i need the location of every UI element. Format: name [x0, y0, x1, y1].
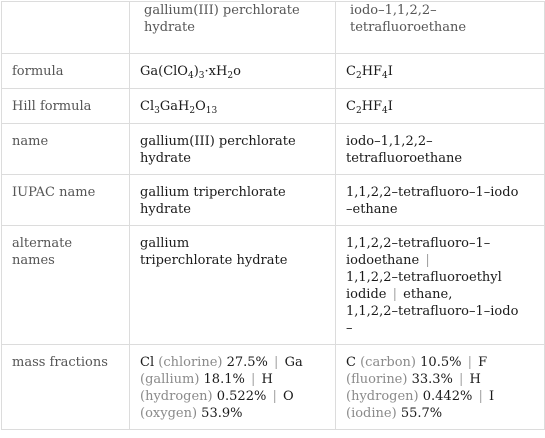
- text-segment: Cl: [140, 99, 155, 114]
- text-segment: Ga: [284, 355, 303, 370]
- iupac-name-value-col2: [336, 175, 545, 226]
- text-segment: iodoethane: [346, 253, 420, 268]
- text-segment: 1,1,2,2–tetrafluoro–1–iodo: [346, 304, 519, 319]
- text-segment: 55.7%: [396, 406, 443, 421]
- text-segment: I: [387, 99, 393, 114]
- text-segment: O: [195, 99, 206, 114]
- cell-line: [140, 388, 325, 405]
- row-label-iupac-name: IUPAC name: [2, 175, 130, 226]
- element-name: (gallium): [140, 372, 200, 387]
- cell-line: iodo–1,1,2,2–: [346, 134, 433, 149]
- separator: |: [463, 355, 477, 370]
- row-label-formula: formula: [2, 54, 130, 89]
- cell-line: [140, 371, 325, 388]
- formula-value-col1: [130, 54, 336, 89]
- row-formula: [2, 54, 545, 89]
- separator: |: [474, 389, 487, 404]
- subscript: 3: [154, 106, 160, 116]
- subscript: 4: [382, 106, 388, 116]
- cell-line: 1,1,2,2–tetrafluoro–1–iodo: [346, 185, 519, 200]
- subscript: 2: [227, 71, 234, 81]
- hill-formula-value-col2: [336, 89, 545, 124]
- subscript: 4: [187, 71, 194, 81]
- cell-line: [346, 269, 534, 286]
- element-name: (hydrogen): [140, 389, 213, 404]
- text-segment: C: [346, 99, 356, 114]
- text-segment: 0.442%: [418, 389, 473, 404]
- iupac-name-value-col1: [130, 175, 336, 226]
- text-segment: –: [346, 321, 353, 336]
- column-header-gallium-perchlorate: gallium(III) perchlorate hydrate: [130, 2, 336, 54]
- cell-line: [346, 320, 534, 337]
- separator: |: [268, 389, 281, 404]
- subscript: 13: [205, 106, 218, 116]
- cell-line: [346, 235, 534, 252]
- cell-line: triperchlorate hydrate: [140, 253, 288, 268]
- row-label-mass-fractions: mass fractions: [2, 345, 130, 430]
- text-segment: F: [478, 355, 488, 370]
- row-alternate-names: [2, 226, 545, 345]
- row-label-hill-formula: Hill formula: [2, 89, 130, 124]
- corner-cell: [2, 2, 130, 54]
- text-segment: HF: [361, 99, 383, 114]
- text-segment: 1,1,2,2–tetrafluoroethyl: [346, 270, 502, 285]
- alternate-names-value-col1: [130, 226, 336, 345]
- subscript: 2: [355, 71, 362, 81]
- text-segment: 0.522%: [212, 389, 267, 404]
- row-hill-formula: [2, 89, 545, 124]
- text-segment: 27.5%: [222, 355, 268, 370]
- row-mass-fractions: [2, 345, 545, 430]
- comparison-table: [1, 1, 545, 430]
- text-segment: 53.9%: [197, 406, 243, 421]
- cell-line: [346, 303, 534, 320]
- separator: |: [246, 372, 260, 387]
- cell-line: [346, 286, 534, 303]
- cell-line: [346, 405, 534, 422]
- cell-line: gallium(III) perchlorate: [140, 134, 296, 149]
- text-segment: H: [469, 372, 481, 387]
- column-header-iodo-tetrafluoroethane: iodo–1,1,2,2–tetrafluoroethane: [336, 2, 545, 54]
- separator: |: [454, 372, 468, 387]
- text-segment: ): [193, 64, 199, 79]
- cell-line: hydrate: [140, 202, 191, 217]
- text-segment: Cl: [140, 355, 159, 370]
- text-segment: C: [346, 355, 361, 370]
- cell-line: gallium triperchlorate: [140, 185, 286, 200]
- text-segment: 18.1%: [199, 372, 245, 387]
- cell-line: hydrate: [140, 151, 191, 166]
- name-value-col2: [336, 124, 545, 175]
- mass-fractions-value-col2: [336, 345, 545, 430]
- element-name: (carbon): [360, 355, 417, 370]
- cell-line: [346, 252, 534, 269]
- mass-fractions-value-col1: [130, 345, 336, 430]
- row-iupac-name: [2, 175, 545, 226]
- text-segment: 10.5%: [416, 355, 462, 370]
- text-segment: 33.3%: [407, 372, 453, 387]
- formula-value-col2: [336, 54, 545, 89]
- separator: |: [421, 253, 430, 268]
- subscript: 3: [198, 71, 205, 81]
- text-segment: ·xH: [204, 64, 228, 79]
- subscript: 2: [189, 106, 196, 116]
- cell-line: [140, 354, 325, 371]
- text-segment: C: [346, 64, 356, 79]
- text-segment: iodide: [346, 287, 387, 302]
- element-name: (chlorine): [158, 355, 223, 370]
- cell-line: [346, 388, 534, 405]
- text-segment: I: [387, 64, 393, 79]
- text-segment: I: [488, 389, 495, 404]
- element-name: (hydrogen): [346, 389, 419, 404]
- element-name: (oxygen): [140, 406, 198, 421]
- alternate-names-value-col2: [336, 226, 545, 345]
- row-label-name: name: [2, 124, 130, 175]
- cell-line: [346, 354, 534, 371]
- separator: |: [269, 355, 283, 370]
- header-row: [2, 2, 545, 54]
- text-segment: 1,1,2,2–tetrafluoro–1–: [346, 236, 491, 251]
- cell-line: [346, 371, 534, 388]
- text-segment: H: [261, 372, 273, 387]
- row-label-alternate-names: alternate names: [2, 226, 130, 345]
- subscript: 2: [355, 106, 362, 116]
- subscript: 4: [382, 71, 388, 81]
- text-segment: HF: [361, 64, 383, 79]
- name-value-col1: [130, 124, 336, 175]
- cell-line: –ethane: [346, 202, 398, 217]
- cell-line: [140, 405, 325, 422]
- text-segment: O: [282, 389, 294, 404]
- text-segment: o: [233, 64, 241, 79]
- row-name: [2, 124, 545, 175]
- text-segment: GaH: [159, 99, 190, 114]
- element-name: (iodine): [346, 406, 397, 421]
- hill-formula-value-col1: [130, 89, 336, 124]
- cell-line: tetrafluoroethane: [346, 151, 463, 166]
- text-segment: Ga(ClO: [140, 64, 188, 79]
- text-segment: ethane,: [403, 287, 453, 302]
- element-name: (fluorine): [346, 372, 408, 387]
- separator: |: [388, 287, 402, 302]
- cell-line: gallium: [140, 236, 190, 251]
